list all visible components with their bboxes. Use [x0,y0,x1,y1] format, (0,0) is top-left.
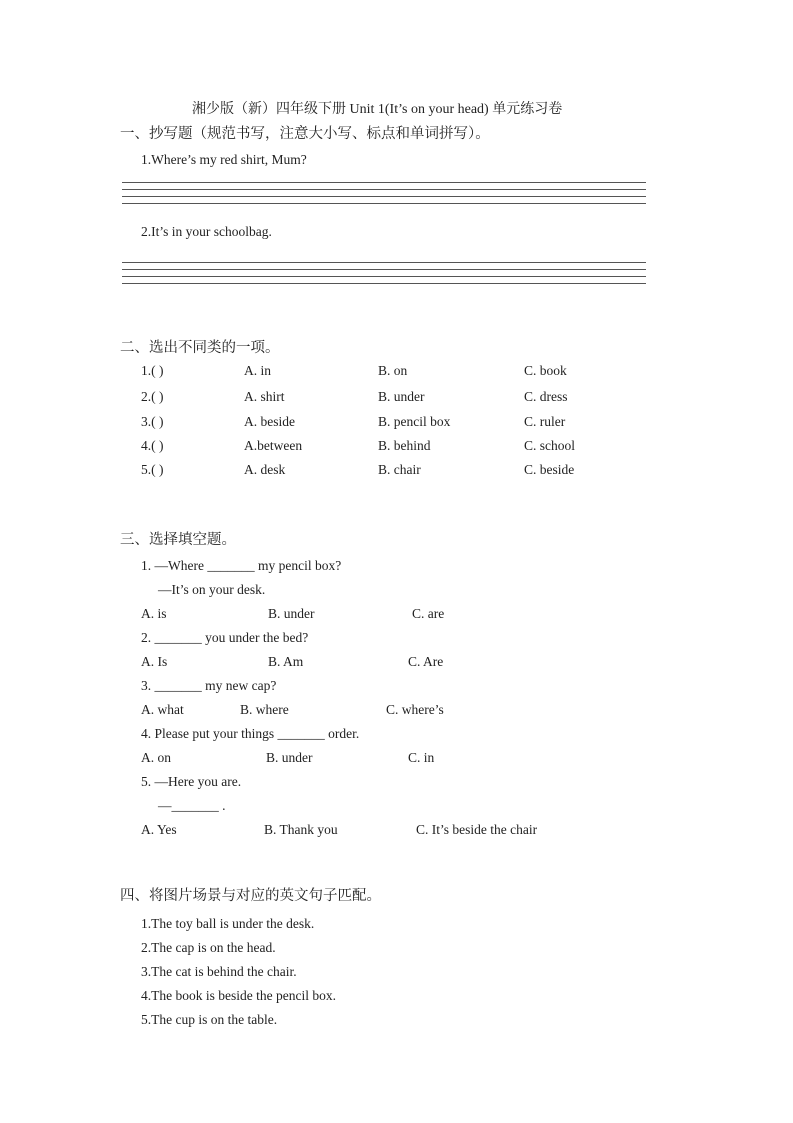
writing-line [122,283,646,284]
question-1: 1. —Where _______ my pencil box? [141,558,342,573]
option-b: B. Thank you [264,822,338,837]
match-item: 5.The cup is on the table. [141,1012,278,1027]
option-c: C. school [524,438,576,453]
copy-item-1: 1.Where’s my red shirt, Mum? [141,152,307,167]
option-c: C. in [408,750,435,765]
option-a: A. shirt [244,389,285,404]
question-5-response: —_______ . [158,798,226,813]
option-a: A. what [141,702,184,717]
match-item: 4.The book is beside the pencil box. [141,988,336,1003]
option-a: A. Yes [141,822,177,837]
option-c: C. ruler [524,414,566,429]
question-4: 4. Please put your things _______ order. [141,726,360,741]
option-b: B. under [266,750,313,765]
option-b: B. Am [268,654,304,669]
writing-lines-1[interactable] [122,182,646,204]
option-c: C. book [524,363,567,378]
writing-lines-2[interactable] [122,262,646,284]
option-c: C. dress [524,389,568,404]
page-title: 湘少版（新）四年级下册 Unit 1(It’s on your head) 单元练习卷 [192,102,563,117]
option-c: C. Are [408,654,444,669]
section-4-heading: 四、将图片场景与对应的英文句子匹配。 [120,888,381,904]
option-a: A. Is [141,654,168,669]
option-b: B. pencil box [378,414,451,429]
option-a: A. on [141,750,171,765]
writing-line [122,196,646,197]
question-3: 3. _______ my new cap? [141,678,277,693]
option-a: A.between [244,438,303,453]
option-a: A. beside [244,414,295,429]
section-2-heading: 二、选出不同类的一项。 [120,340,280,356]
option-a: A. is [141,606,167,621]
question-2: 2. _______ you under the bed? [141,630,309,645]
option-a: A. in [244,363,271,378]
option-b: B. on [378,363,408,378]
option-c: C. beside [524,462,575,477]
q-number: 3.( ) [141,414,164,429]
option-b: B. behind [378,438,431,453]
writing-line [122,189,646,190]
option-b: B. under [378,389,425,404]
writing-line [122,203,646,204]
option-c: C. are [412,606,445,621]
q-number: 5.( ) [141,462,164,477]
q-number: 2.( ) [141,389,164,404]
writing-line [122,269,646,270]
option-c: C. where’s [386,702,444,717]
option-b: B. under [268,606,315,621]
section-1-heading: 一、抄写题（规范书写，注意大小写、标点和单词拼写）。 [120,126,490,142]
question-1-response: —It’s on your desk. [158,582,266,597]
writing-line [122,182,646,183]
option-a: A. desk [244,462,286,477]
match-item: 1.The toy ball is under the desk. [141,916,315,931]
option-b: B. where [240,702,289,717]
q-number: 4.( ) [141,438,164,453]
option-c: C. It’s beside the chair [416,822,538,837]
section-3-heading: 三、选择填空题。 [120,532,236,548]
writing-line [122,276,646,277]
question-5: 5. —Here you are. [141,774,242,789]
match-item: 2.The cap is on the head. [141,940,276,955]
copy-item-2: 2.It’s in your schoolbag. [141,224,272,239]
option-b: B. chair [378,462,421,477]
match-item: 3.The cat is behind the chair. [141,964,297,979]
q-number: 1.( ) [141,363,164,378]
writing-line [122,262,646,263]
